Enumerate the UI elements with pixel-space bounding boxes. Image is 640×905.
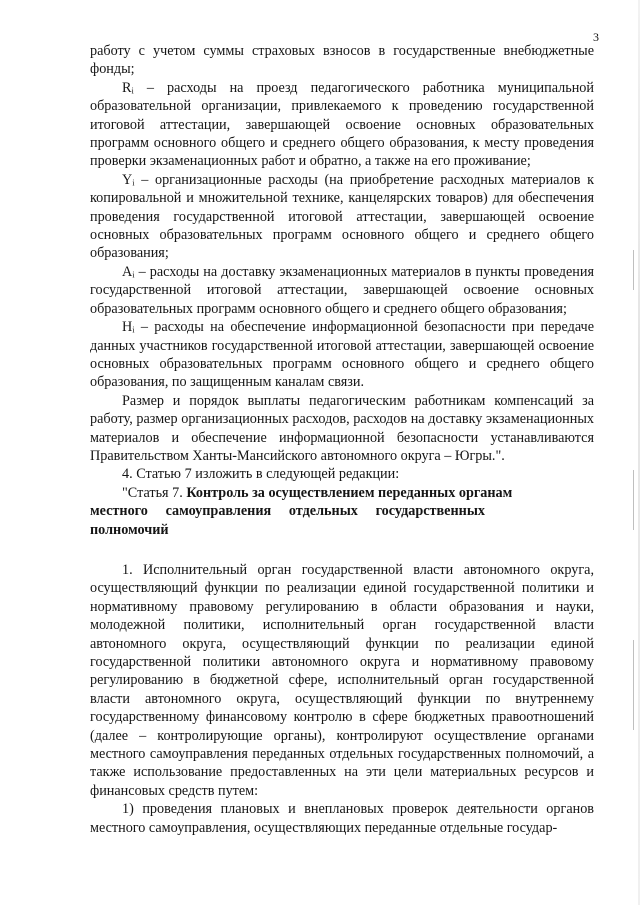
scan-edge-mark	[633, 250, 634, 290]
paragraph-article-point-1: 1. Исполнительный орган государственной власти автономного округа, осуществляющий функции по реализации единой государственной политики и нормативному правовому регулированию в области образования и науки, молодежной политики, исполнительный орган государственной власти автономного округа, осуществляющий функции по реализации единой государственной политики автономного округа и нормативному правовому регулированию в бюджетной сфере, исполнительный орган государственной власти автономного округа, осуществляющий функции по внутреннему государственному финансовому контролю в сфере бюджетных правоотношений (далее – контролирующие органы), контролируют осуществление органами местного самоуправления переданных отдельных государственных полномочий, а также использование предоставленных на эти цели материальных ресурсов и финансовых средств путем:	[90, 561, 594, 799]
paragraph-subpoint-1: 1) проведения плановых и внеплановых проверок деятельности органов местного самоуправления, осуществляющих переданные отдельные государ-	[90, 801, 594, 836]
paragraph-continuation: работу с учетом суммы страховых взносов в государственные внебюджетные фонды;	[90, 43, 594, 78]
paragraph-compensation: Размер и порядок выплаты педагогическим работникам компенсаций за работу, размер организационных расходов, расходов на доставку экзаменационных материалов и обеспечение информационной безопасности устанавливаются Правительством Ханты-Мансийского автономного округа – Югры.".	[90, 392, 594, 464]
paragraph-formula-r: Rᵢ – расходы на проезд педагогического работника муниципальной образовательной организации, привлекаемого к проведению государственной итоговой аттестации, завершающей освоение основных образовательных программ основного общего и среднего общего образования, к месту проведения проверки экзаменационных работ и обратно, а также на его проживание;	[90, 79, 594, 170]
paragraph-formula-a: Aᵢ – расходы на доставку экзаменационных материалов в пункты проведения государственной итоговой аттестации, завершающей освоение основных образовательных программ основного общего и среднего общего образования;	[90, 263, 594, 317]
spacer	[90, 539, 594, 554]
article-title-rest: местного самоуправления отдельных государственных полномочий	[90, 503, 485, 538]
paragraph-amendment: 4. Статью 7 изложить в следующей редакции:	[122, 466, 400, 483]
scan-edge-mark	[633, 470, 634, 530]
document-body	[90, 42, 594, 837]
paragraph-formula-h: Hᵢ – расходы на обеспечение информационной безопасности при передаче данных участников государственной итоговой аттестации, завершающей освоение основных образовательных программ основного общего и среднего общего образования, по защищенным каналам связи.	[90, 319, 594, 391]
scan-edge-mark	[633, 640, 634, 730]
spacer	[90, 554, 594, 561]
article-title-line-1: Контроль за осуществлением переданных органам	[186, 484, 513, 501]
article-prefix: "Статья 7.	[122, 484, 187, 501]
article-heading	[90, 484, 594, 502]
page-number: 3	[593, 30, 599, 44]
paragraph-formula-y: Yᵢ – организационные расходы (на приобретение расходных материалов к копировальной и множительной технике, канцелярских товаров) для обеспечения проведения государственной итоговой аттестации, завершающей освоение основных образовательных программ основного общего и среднего общего образования;	[90, 171, 594, 262]
